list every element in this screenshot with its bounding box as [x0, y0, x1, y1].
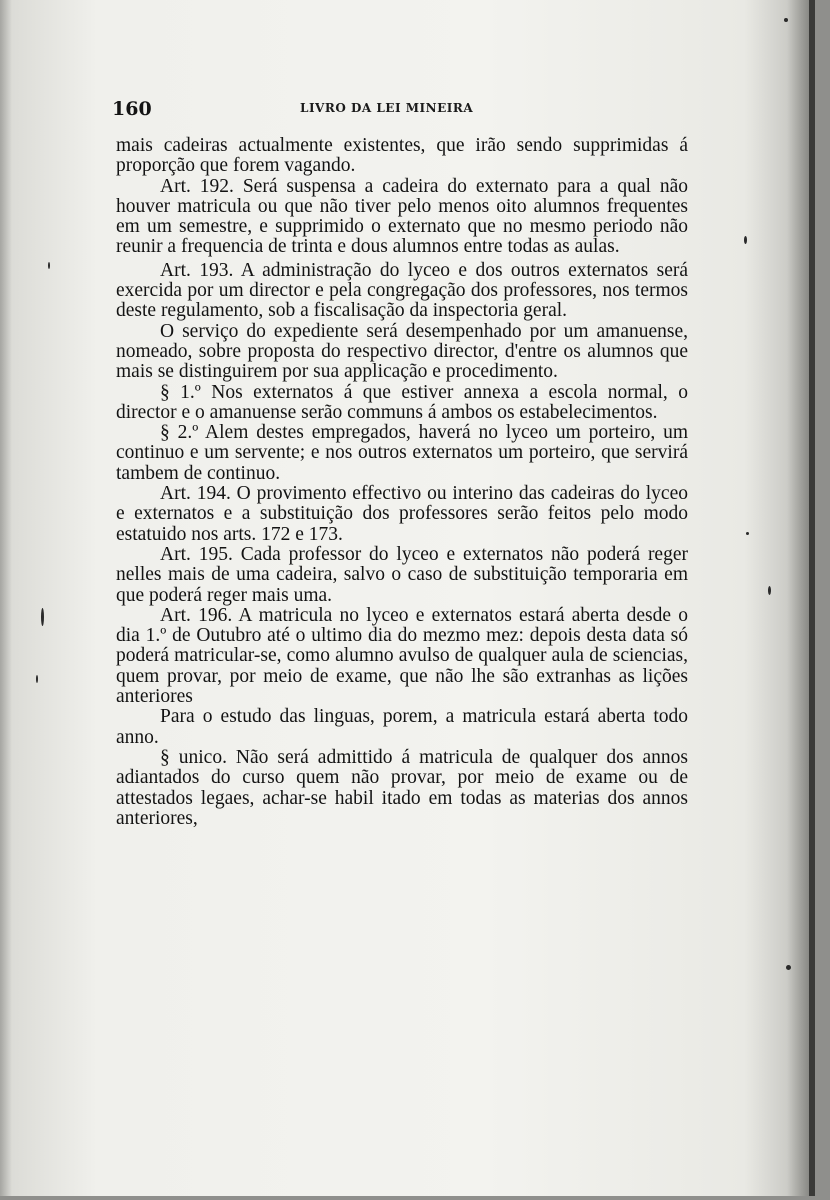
- paragraph-art-196: Art. 196. A matricula no lyceo e externatos estará aberta desde o dia 1.º de Outubro até o ultimo dia do mezmo mez: depois desta data só poderá matricular-se, como alumno avulso de qualquer aula de sciencias, quem provar, por meio de exame, que não lhe são extranhas as lições anteriores: [116, 604, 688, 708]
- ink-speck: [768, 586, 771, 595]
- page-number: 160: [112, 98, 152, 120]
- ink-speck: [786, 965, 791, 970]
- ink-speck: [41, 608, 44, 626]
- book-title: LIVRO DA LEI MINEIRA: [300, 101, 474, 115]
- ink-speck: [784, 18, 788, 22]
- running-head: [112, 98, 672, 124]
- paragraph-art-193: Art. 193. A administração do lyceo e dos outros externatos será exercida por um director e pela congregação dos professores, nos termos deste regulamento, sob a fiscalisação da inspectoria geral.: [116, 259, 688, 322]
- body-text: [116, 136, 688, 829]
- ink-speck: [48, 262, 50, 269]
- ink-speck: [746, 532, 749, 535]
- page-edge-shadow: [787, 0, 809, 1196]
- paragraph-expediente: O serviço do expediente será desempenhado por um amanuense, nomeado, sobre proposta do respectivo director, d'entre os alumnos que mais se distinguirem por sua applicação e procedimento.: [116, 320, 688, 383]
- paragraph-section-2: § 2.º Alem destes empregados, haverá no lyceo um porteiro, um continuo e um servente; e nos outros externatos um porteiro, que servirá tambem de continuo.: [116, 422, 688, 484]
- paragraph-linguas: Para o estudo das linguas, porem, a matricula estará aberta todo anno.: [116, 706, 688, 748]
- page-gutter-shadow: [0, 0, 12, 1196]
- paragraph-section-1: § 1.º Nos externatos á que estiver annexa a escola normal, o director e o amanuense serão communs á ambos os estabelecimentos.: [116, 381, 688, 423]
- paragraph-section-unico: § unico. Não será admittido á matricula de qualquer dos annos adiantados do curso quem não provar, por meio de exame ou de attestados legaes, achar-se habil itado em todas as materias dos annos anteriores,: [116, 746, 688, 829]
- ink-speck: [36, 675, 38, 683]
- paragraph-art-195: Art. 195. Cada professor do lyceo e externatos não poderá reger nelles mais de uma cadeira, salvo o caso de substituição temporaria em que poderá reger mais uma.: [116, 543, 688, 606]
- paragraph-art-194: Art. 194. O provimento effectivo ou interino das cadeiras do lyceo e externatos e a substituição dos professores serão feitos pelo modo estatuido nos arts. 172 e 173.: [116, 483, 688, 545]
- paragraph-continuation: mais cadeiras actualmente existentes, que irão sendo supprimidas á proporção que forem vagando.: [116, 135, 688, 177]
- paragraph-art-192: Art. 192. Será suspensa a cadeira do externato para a qual não houver matricula ou que não tiver pelo menos oito alumnos frequentes em um semestre, e supprimido o externato que no mesmo periodo não reunir a frequencia de trinta e dous alumnos entre todas as aulas.: [116, 175, 688, 258]
- ink-speck: [744, 236, 747, 244]
